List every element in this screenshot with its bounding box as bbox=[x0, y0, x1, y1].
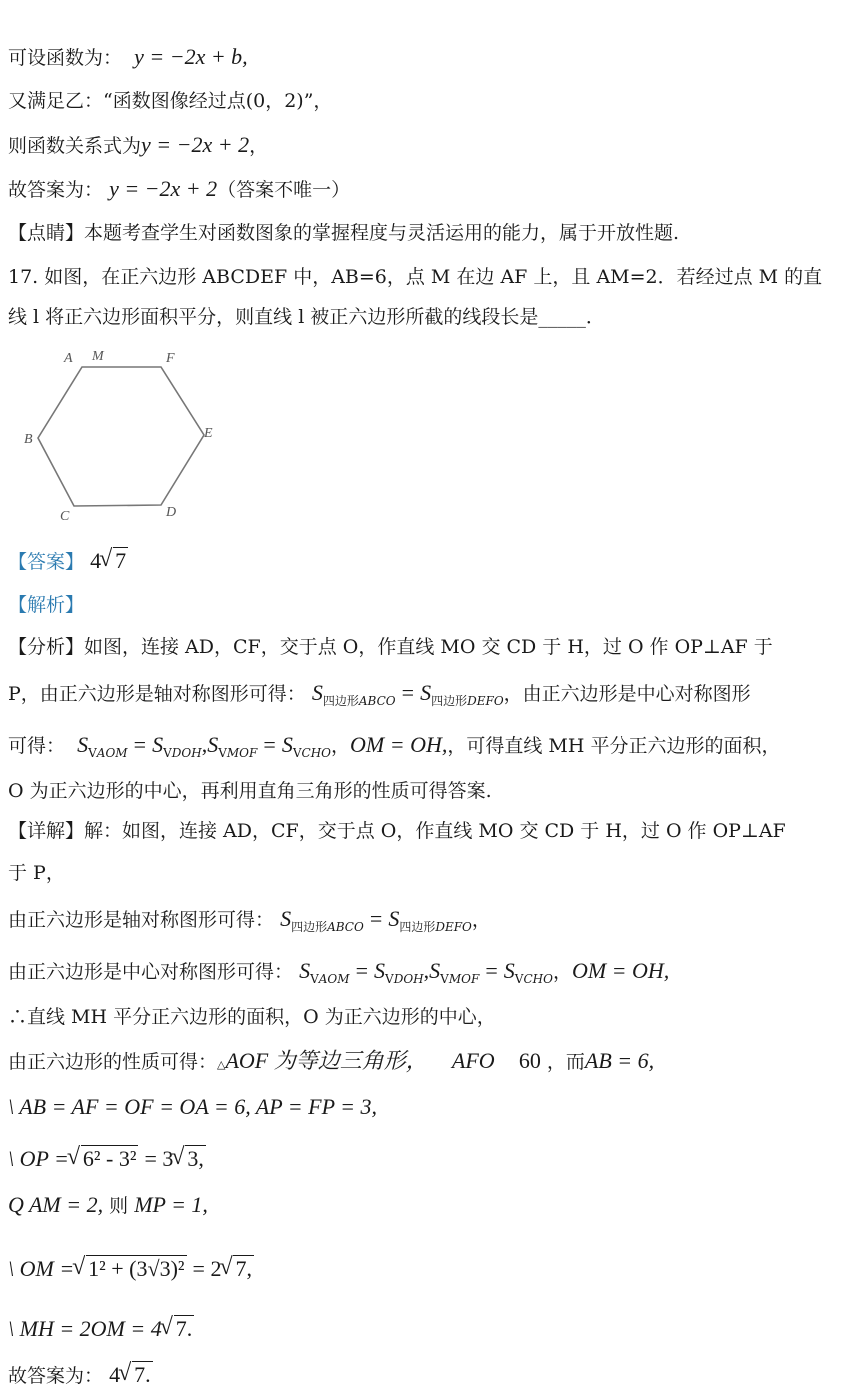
solution-line-1: 【详解】解：如图，连接 AD，CF，交于点 O，作直线 MO 交 CD 于 H，过 O 作 OP⊥AF bbox=[8, 820, 786, 842]
analysis-line-2: P，由正六边形是轴对称图形可得： $S_{四边形ABCO} = S_{四边形DEFO}$，由正六边形是中心对称图形 bbox=[8, 680, 751, 708]
question-17-line-2: 线 l 将正六边形面积平分，则直线 l 被正六边形所截的线段长是_____． bbox=[8, 306, 605, 328]
point-m-label: M bbox=[92, 349, 104, 364]
solution-line-8: \ OP =√ 6² - 3² = 3√ 3, bbox=[8, 1146, 206, 1173]
analysis-line-4: O 为正六边形的中心，再利用直角三角形的性质可得答案. bbox=[8, 780, 492, 802]
analysis-tag: 【解析】 bbox=[8, 594, 85, 616]
solution-line-9: Q AM = 2, 则 MP = 1, bbox=[8, 1192, 208, 1217]
final-answer-line: 故答案为： 4√ 7. bbox=[8, 1362, 153, 1389]
vertex-a-label: A bbox=[64, 351, 73, 366]
solution-line-11: \ MH = 2OM = 4√ 7. bbox=[8, 1316, 194, 1343]
analysis-line-1: 【分析】如图，连接 AD，CF，交于点 O，作直线 MO 交 CD 于 H，过 O 作 OP⊥AF 于 bbox=[8, 636, 773, 658]
vertex-c-label: C bbox=[60, 509, 70, 524]
solution-line-7: \ AB = AF = OF = OA = 6, AP = FP = 3, bbox=[8, 1094, 377, 1119]
line-function-form: 可设函数为： y = −2x + b, bbox=[8, 44, 248, 69]
vertex-f-label: F bbox=[166, 351, 175, 366]
solution-line-4: 由正六边形是中心对称图形可得： $S_{VAOM} = S_{VDOH},S_{VMOF} = S_{VCHO}$，OM = OH, bbox=[8, 958, 670, 986]
line-relation: 则函数关系式为y = −2x + 2， bbox=[8, 132, 269, 157]
answer-tag: 【答案】 bbox=[8, 551, 85, 573]
line-answer-16: 故答案为： y = −2x + 2（答案不唯一） bbox=[8, 176, 351, 201]
solution-line-6: 由正六边形的性质可得：△AOF 为等边三角形， AFO 60 ，而AB = 6, bbox=[8, 1048, 655, 1073]
vertex-b-label: B bbox=[24, 432, 33, 447]
line-condition: 又满足乙：“函数图像经过点(0，2)”， bbox=[8, 90, 333, 112]
hexagon-figure bbox=[18, 340, 228, 525]
solution-line-5: ∴直线 MH 平分正六边形的面积，O 为正六边形的中心， bbox=[8, 1006, 496, 1028]
vertex-e-label: E bbox=[204, 426, 213, 441]
answer-line: 【答案】 4√ 7 bbox=[8, 548, 128, 575]
analysis-line-3: 可得： $S_{VAOM} = S_{VDOH},S_{VMOF} = S_{VCHO}$，OM = OH,，可得直线 MH 平分正六边形的面积， bbox=[8, 732, 781, 760]
question-17-line-1: 17. 如图，在正六边形 ABCDEF 中，AB=6，点 M 在边 AF 上，且 AM=2．若经过点 M 的直 bbox=[8, 266, 823, 288]
solution-line-10: \ OM =√ 1² + (3√3)² = 2√ 7, bbox=[8, 1256, 254, 1283]
vertex-d-label: D bbox=[166, 505, 177, 520]
solution-line-3: 由正六边形是轴对称图形可得： $S_{四边形ABCO} = S_{四边形DEFO}$， bbox=[8, 906, 491, 934]
line-comment: 【点睛】本题考查学生对函数图象的掌握程度与灵活运用的能力，属于开放性题. bbox=[8, 222, 680, 244]
solution-line-2: 于 P， bbox=[8, 862, 65, 884]
